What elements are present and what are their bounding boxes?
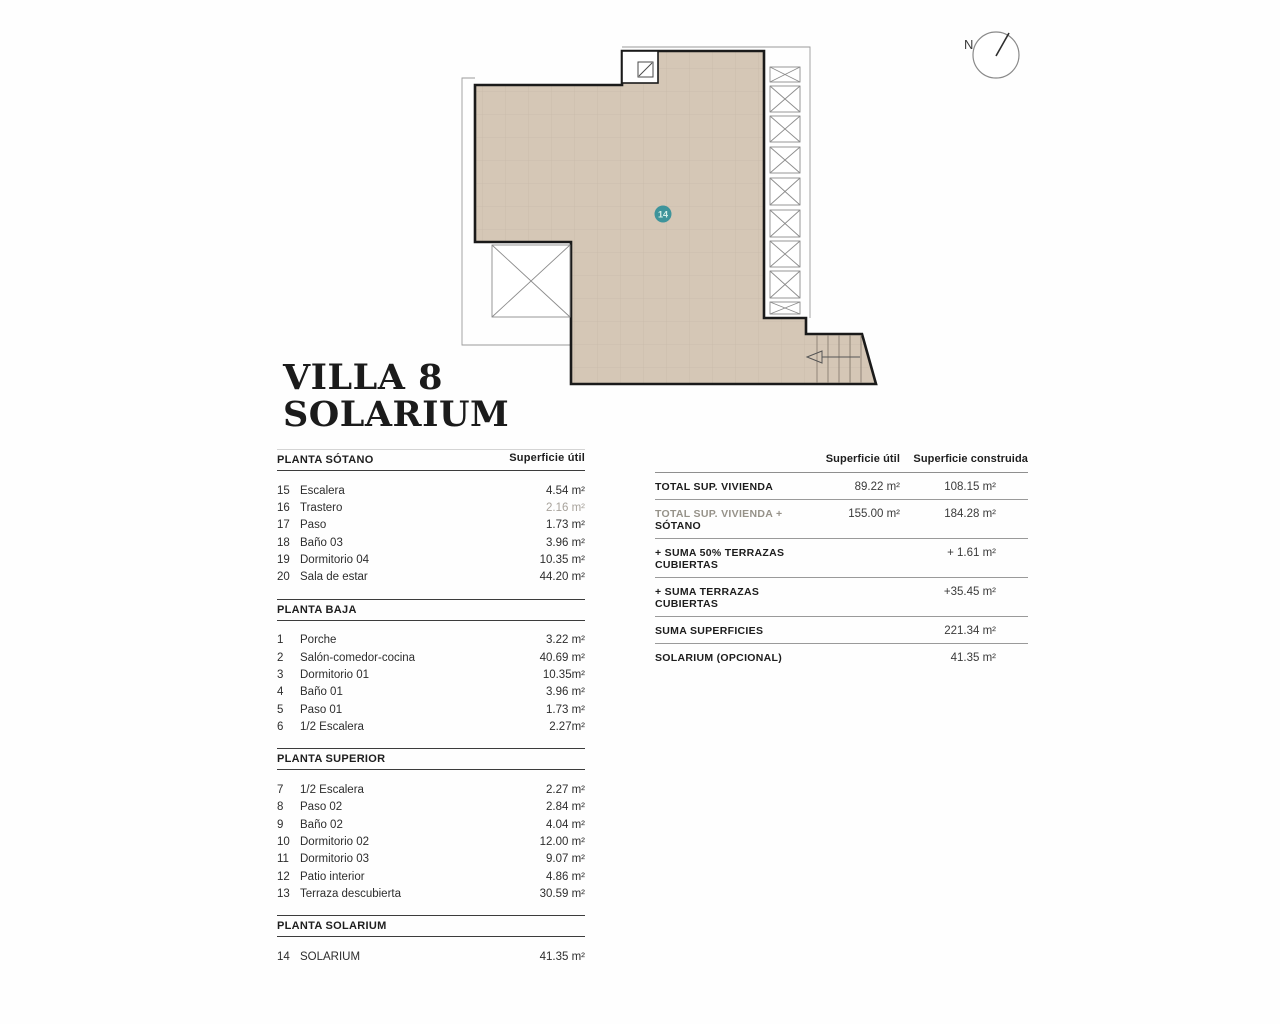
room-area: 9.07 m²: [546, 853, 585, 866]
room-name: Patio interior: [300, 870, 365, 883]
total-construida-value: 221.34 m²: [944, 625, 996, 637]
room-name: Paso: [300, 519, 327, 532]
floor-section: [277, 449, 585, 599]
room-name: Paso 02: [300, 801, 343, 814]
room-number: 8: [277, 801, 284, 814]
room-number: 11: [277, 853, 289, 866]
room-number: 1: [277, 634, 284, 647]
total-label: [655, 508, 788, 532]
table-row: [277, 634, 585, 647]
table-row: [655, 644, 1028, 670]
room-name: Porche: [300, 634, 337, 647]
patio-void-box: [492, 245, 570, 317]
room-number: 12: [277, 870, 290, 883]
total-construida-value: + 1.61 m²: [947, 547, 996, 559]
room-number: 13: [277, 887, 290, 900]
table-row: [655, 617, 1028, 644]
table-row: [277, 721, 585, 734]
table-row: [277, 836, 585, 849]
room-number: 2: [277, 651, 284, 664]
room-number: 18: [277, 536, 290, 549]
room-area: 4.86 m²: [546, 870, 585, 883]
table-row: [277, 652, 585, 665]
floor-section-rows: [277, 471, 585, 599]
totals-header-construida: Superficie construida: [913, 453, 1028, 465]
table-row: [277, 537, 585, 550]
north-compass-icon: [964, 32, 1019, 78]
room-name: Salón-comedor-cocina: [300, 651, 416, 664]
room-area: 40.69 m²: [539, 651, 585, 664]
table-row: [277, 686, 585, 699]
room-name: Escalera: [300, 484, 345, 497]
table-row: [277, 819, 585, 832]
table-row: [277, 951, 585, 964]
table-row: [655, 578, 1028, 617]
room-number: 14: [277, 950, 290, 963]
room-number: 15: [277, 484, 290, 497]
table-row: [277, 519, 585, 532]
room-number: 10: [277, 835, 290, 848]
room-number: 20: [277, 571, 290, 584]
total-label: [655, 652, 788, 664]
table-row: [655, 473, 1028, 500]
room-badge-number: 14: [657, 209, 669, 220]
table-row: [277, 801, 585, 814]
room-area: 2.27m²: [549, 720, 585, 733]
north-label: N: [964, 37, 974, 52]
room-area: 1.73 m²: [546, 703, 585, 716]
room-number: 6: [277, 720, 284, 733]
solarium-outline: [475, 51, 876, 384]
floor-section: [277, 599, 585, 749]
room-name: 1/2 Escalera: [300, 784, 364, 796]
room-area: 12.00 m²: [539, 835, 585, 848]
table-row: [277, 571, 585, 584]
floor-section-header: PLANTA SOLARIUM: [277, 916, 585, 937]
table-row: [655, 539, 1028, 578]
total-construida-value: 41.35 m²: [950, 652, 996, 664]
room-area: 41.35 m²: [539, 950, 585, 963]
room-area: 4.04 m²: [546, 818, 585, 831]
total-label-main: SÓTANO: [655, 520, 701, 532]
page-title-line2: SOLARIUM: [283, 393, 510, 435]
total-label: [655, 625, 788, 637]
table-row: [277, 669, 585, 682]
room-number: 3: [277, 669, 284, 681]
room-area: 2.16 m²: [546, 502, 585, 515]
table-row: [277, 871, 585, 884]
floor-section: [277, 748, 585, 915]
room-area: 3.22 m²: [546, 634, 585, 647]
floor-section-rows: [277, 621, 585, 749]
room-name: Dormitorio 03: [300, 853, 370, 866]
total-construida-value: 184.28 m²: [944, 508, 996, 520]
room-number: 16: [277, 502, 290, 515]
floor-section: [277, 915, 585, 978]
room-area: 1.73 m²: [546, 519, 585, 532]
floor-section-header: PLANTA SÓTANO: [277, 450, 585, 471]
total-label: [655, 547, 788, 571]
room-name: Terraza descubierta: [300, 887, 401, 900]
table-row: [277, 853, 585, 866]
room-name: 1/2 Escalera: [300, 720, 364, 733]
room-name: Baño 02: [300, 818, 343, 831]
areas-table-value-header: Superficie útil: [509, 452, 585, 464]
solarium-floor-plan: [440, 20, 1040, 400]
total-label-main: + SUMA 50% TERRAZAS CUBIERTAS: [655, 547, 785, 571]
room-area: 44.20 m²: [539, 571, 585, 584]
total-util-value: 155.00 m²: [848, 508, 900, 520]
room-name: SOLARIUM: [300, 950, 361, 963]
room-name: Dormitorio 02: [300, 835, 370, 848]
room-area: 3.96 m²: [546, 536, 585, 549]
pergola-beam-strip: [770, 67, 800, 314]
table-row: [277, 554, 585, 567]
floor-section-rows: [277, 770, 585, 915]
totals-header-util: Superficie útil: [825, 453, 900, 465]
total-label-main: + SUMA TERRAZAS CUBIERTAS: [655, 586, 760, 610]
room-name: Sala de estar: [300, 571, 368, 584]
page-title: [283, 357, 603, 435]
room-number: 19: [277, 554, 290, 566]
table-row: [655, 500, 1028, 539]
table-row: [277, 485, 585, 498]
room-name: Dormitorio 04: [300, 554, 370, 566]
room-area: 3.96 m²: [546, 686, 585, 699]
room-name: Paso 01: [300, 703, 343, 716]
room-name: Trastero: [300, 502, 343, 515]
areas-table: [277, 449, 585, 978]
floor-section-header: PLANTA SUPERIOR: [277, 749, 585, 770]
room-name: Baño 01: [300, 686, 343, 699]
total-label: [655, 586, 788, 610]
room-number: 17: [277, 519, 290, 532]
total-label-main: SUMA SUPERFICIES: [655, 625, 764, 637]
total-label: [655, 481, 788, 493]
total-util-value: 89.22 m²: [854, 481, 900, 493]
room-name: Baño 03: [300, 536, 343, 549]
room-number: 9: [277, 818, 284, 831]
table-row: [277, 502, 585, 515]
table-row: [277, 784, 585, 797]
room-area: 10.35m²: [542, 669, 585, 681]
room-area: 10.35 m²: [539, 554, 585, 566]
room-number: 4: [277, 686, 284, 699]
totals-table: [655, 449, 1028, 670]
floor-section-header: PLANTA BAJA: [277, 600, 585, 621]
room-number: 7: [277, 784, 284, 796]
table-row: [277, 888, 585, 901]
total-construida-value: +35.45 m²: [943, 586, 996, 598]
total-construida-value: 108.15 m²: [944, 481, 996, 493]
room-name: Dormitorio 01: [300, 669, 370, 681]
room-area: 2.84 m²: [546, 801, 585, 814]
table-row: [277, 704, 585, 717]
room-area: 2.27 m²: [546, 784, 585, 796]
totals-table-header: [655, 449, 1028, 473]
total-label-faded: TOTAL SUP. VIVIENDA +: [655, 508, 783, 520]
room-area: 30.59 m²: [539, 887, 585, 900]
room-number: 5: [277, 703, 284, 716]
room-area: 4.54 m²: [546, 484, 585, 497]
floor-section-rows: [277, 937, 585, 978]
total-label-main: SOLARIUM (OPCIONAL): [655, 652, 783, 664]
page-title-line1: VILLA 8: [283, 357, 443, 398]
total-label-main: TOTAL SUP. VIVIENDA: [655, 481, 774, 493]
